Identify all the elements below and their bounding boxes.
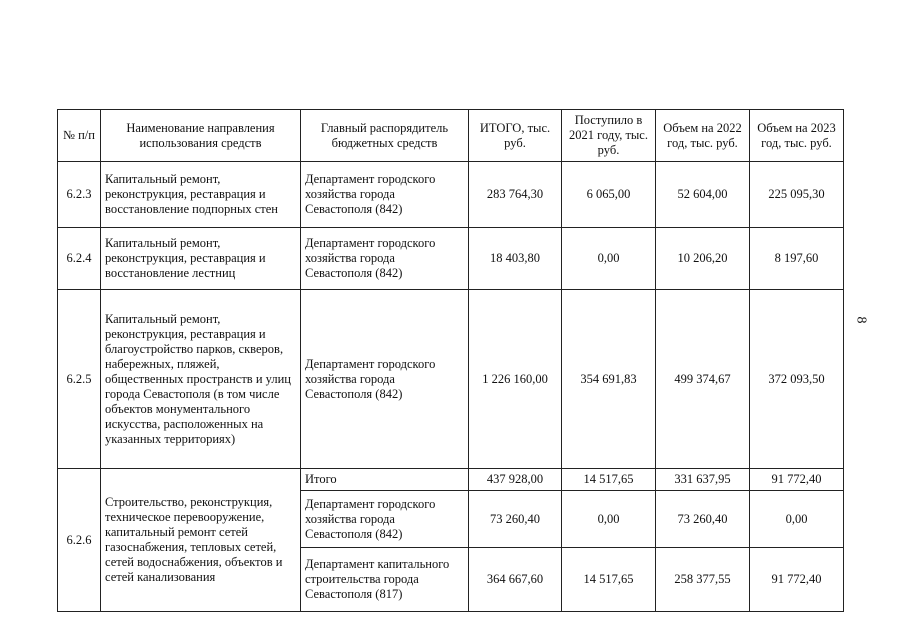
row-received-2021: 0,00 bbox=[562, 228, 656, 290]
subrow-received-2021: 14 517,65 bbox=[562, 548, 656, 612]
row-total: 18 403,80 bbox=[469, 228, 562, 290]
subrow-received-2021: 14 517,65 bbox=[562, 469, 656, 491]
row-received-2021: 6 065,00 bbox=[562, 162, 656, 228]
row-code: 6.2.3 bbox=[58, 162, 101, 228]
row-dept: Департамент городского хозяйства города Севастополя (842) bbox=[301, 228, 469, 290]
row-total: 283 764,30 bbox=[469, 162, 562, 228]
subrow-received-2021: 0,00 bbox=[562, 491, 656, 548]
subrow-dept: Департамент капитального строительства города Севастополя (817) bbox=[301, 548, 469, 612]
row-volume-2023: 225 095,30 bbox=[750, 162, 844, 228]
row-name: Капитальный ремонт, реконструкция, реставрация и восстановление подпорных стен bbox=[101, 162, 301, 228]
subrow-dept: Департамент городского хозяйства города Севастополя (842) bbox=[301, 491, 469, 548]
col-header-name: Наименование направления использования средств bbox=[101, 110, 301, 162]
group-name: Строительство, реконструкция, техническое перевооружение, капитальный ремонт сетей газоснабжения, тепловых сетей, сетей водоснабжения, объектов и сетей канализования bbox=[101, 469, 301, 612]
budget-table bbox=[57, 109, 844, 612]
subrow-dept: Итого bbox=[301, 469, 469, 491]
table-row bbox=[58, 162, 844, 228]
col-header-received-2021: Поступило в 2021 году, тыс. руб. bbox=[562, 110, 656, 162]
row-received-2021: 354 691,83 bbox=[562, 290, 656, 469]
row-name: Капитальный ремонт, реконструкция, реставрация и восстановление лестниц bbox=[101, 228, 301, 290]
subrow-volume-2023: 91 772,40 bbox=[750, 469, 844, 491]
subrow-total: 364 667,60 bbox=[469, 548, 562, 612]
subrow-total: 73 260,40 bbox=[469, 491, 562, 548]
subrow-volume-2023: 91 772,40 bbox=[750, 548, 844, 612]
col-header-num: № п/п bbox=[58, 110, 101, 162]
row-total: 1 226 160,00 bbox=[469, 290, 562, 469]
page-number: 8 bbox=[853, 316, 869, 324]
row-volume-2022: 52 604,00 bbox=[656, 162, 750, 228]
row-dept: Департамент городского хозяйства города Севастополя (842) bbox=[301, 162, 469, 228]
subrow-volume-2022: 73 260,40 bbox=[656, 491, 750, 548]
subrow-volume-2023: 0,00 bbox=[750, 491, 844, 548]
row-volume-2023: 372 093,50 bbox=[750, 290, 844, 469]
col-header-volume-2022: Объем на 2022 год, тыс. руб. bbox=[656, 110, 750, 162]
row-dept: Департамент городского хозяйства города Севастополя (842) bbox=[301, 290, 469, 469]
subrow-total: 437 928,00 bbox=[469, 469, 562, 491]
row-name: Капитальный ремонт, реконструкция, реставрация и благоустройство парков, скверов, набережных, пляжей, общественных пространств и улиц города Севастополя (в том числе объектов монументального искусства, расположенных на указанных территориях) bbox=[101, 290, 301, 469]
table-row bbox=[58, 290, 844, 469]
row-volume-2022: 499 374,67 bbox=[656, 290, 750, 469]
row-volume-2023: 8 197,60 bbox=[750, 228, 844, 290]
header-row bbox=[58, 110, 844, 162]
row-code: 6.2.4 bbox=[58, 228, 101, 290]
group-row-total bbox=[58, 469, 844, 491]
row-code: 6.2.5 bbox=[58, 290, 101, 469]
row-volume-2022: 10 206,20 bbox=[656, 228, 750, 290]
subrow-volume-2022: 331 637,95 bbox=[656, 469, 750, 491]
group-code: 6.2.6 bbox=[58, 469, 101, 612]
col-header-total: ИТОГО, тыс. руб. bbox=[469, 110, 562, 162]
col-header-volume-2023: Объем на 2023 год, тыс. руб. bbox=[750, 110, 844, 162]
subrow-volume-2022: 258 377,55 bbox=[656, 548, 750, 612]
table-row bbox=[58, 228, 844, 290]
col-header-dept: Главный распорядитель бюджетных средств bbox=[301, 110, 469, 162]
